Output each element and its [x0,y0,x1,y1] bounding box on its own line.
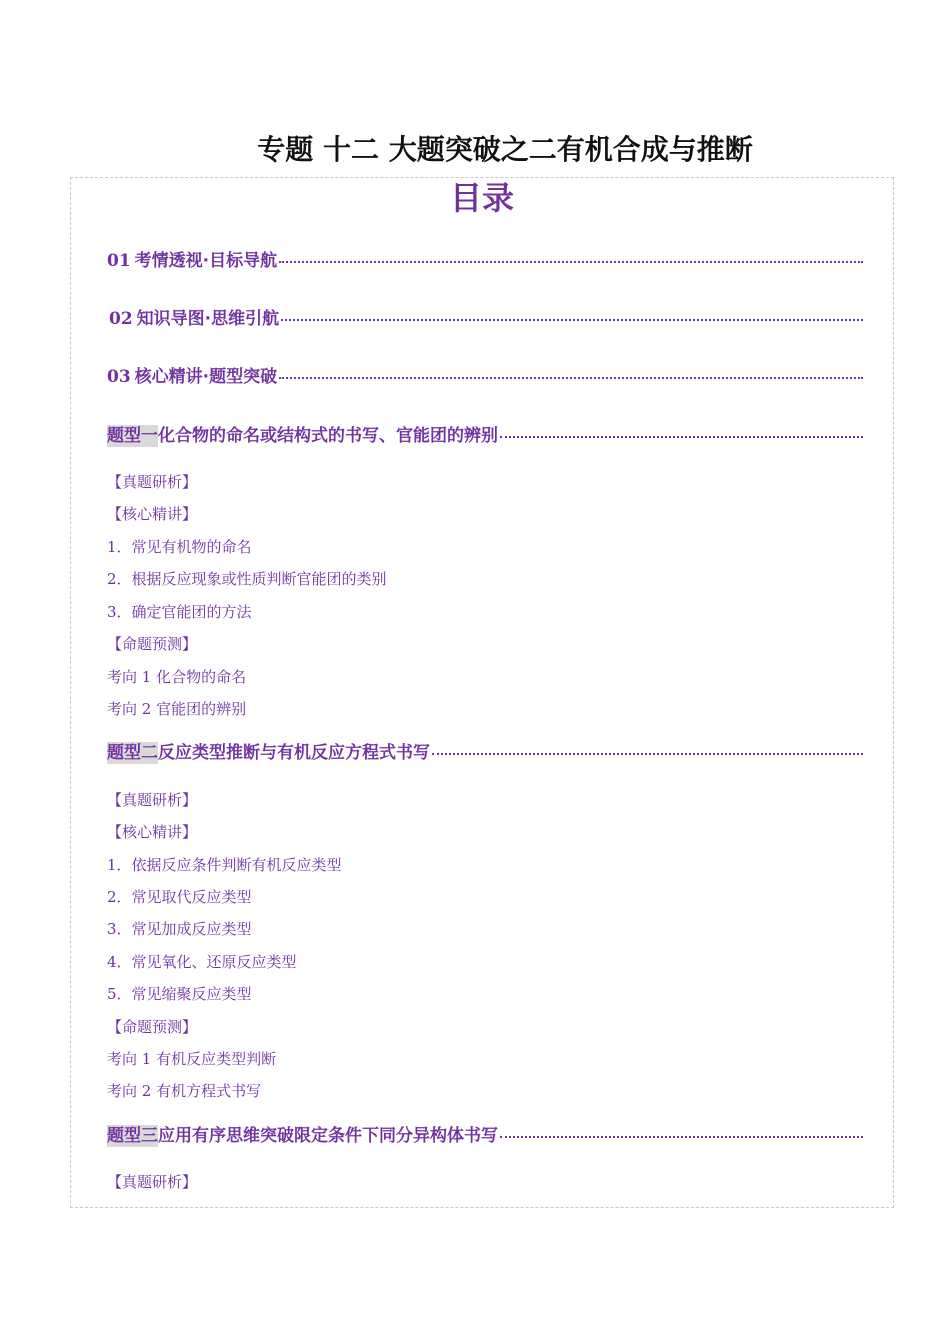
toc-item[interactable]: 【核心精讲】 [107,823,198,841]
toc-item[interactable]: 2．根据反应现象或性质判断官能团的类别 [107,570,387,588]
toc-item[interactable]: 5．常见缩聚反应类型 [107,985,252,1003]
section-label: 知识导图·思维引航 [136,309,280,329]
toc-item[interactable]: 考向 2 官能团的辨别 [107,700,247,718]
dot-leader [500,1136,863,1138]
section-number: 02 [109,309,133,329]
toc-item[interactable]: 考向 2 有机方程式书写 [107,1082,262,1100]
toc-item[interactable]: 考向 1 化合物的命名 [107,668,247,686]
toc-item[interactable]: 3．确定官能团的方法 [107,603,252,621]
dot-leader [279,261,863,263]
toc-item[interactable]: 1．依据反应条件判断有机反应类型 [107,856,342,874]
toc-section-row[interactable] [107,366,863,388]
toc-item[interactable]: 【核心精讲】 [107,505,198,523]
table-of-contents [70,177,894,1208]
toc-heading: 目录 [449,179,514,217]
dot-leader [500,436,863,438]
document-title: 专题 十二 大题突破之二有机合成与推断 [257,133,753,166]
dot-leader [281,319,863,321]
dot-leader [432,753,863,755]
toc-item[interactable]: 考向 1 有机反应类型判断 [107,1050,277,1068]
toc-item[interactable]: 【命题预测】 [107,1018,198,1036]
type-label: 题型三 [107,1126,158,1146]
type-title: 反应类型推断与有机反应方程式书写 [158,743,430,763]
toc-item[interactable]: 【真题研析】 [107,473,198,491]
toc-item[interactable]: 2．常见取代反应类型 [107,888,252,906]
toc-item[interactable]: 1．常见有机物的命名 [107,538,252,556]
toc-type-row[interactable] [107,1125,863,1147]
type-title: 应用有序思维突破限定条件下同分异构体书写 [158,1126,498,1146]
toc-item[interactable]: 4．常见氧化、还原反应类型 [107,953,297,971]
toc-type-row[interactable] [107,425,863,447]
toc-item[interactable]: 3．常见加成反应类型 [107,920,252,938]
toc-section-row[interactable] [109,308,863,330]
toc-type-row[interactable] [107,742,863,764]
toc-item[interactable]: 【真题研析】 [107,1173,198,1191]
section-number: 03 [107,367,131,387]
toc-section-row[interactable] [107,250,863,272]
toc-item[interactable]: 【真题研析】 [107,791,198,809]
toc-item[interactable]: 【命题预测】 [107,635,198,653]
type-title: 化合物的命名或结构式的书写、官能团的辨别 [158,426,498,446]
section-number: 01 [107,251,131,271]
section-label: 考情透视·目标导航 [134,251,278,271]
dot-leader [279,377,863,379]
type-label: 题型二 [107,743,158,763]
type-label: 题型一 [107,426,158,446]
section-label: 核心精讲·题型突破 [134,367,278,387]
